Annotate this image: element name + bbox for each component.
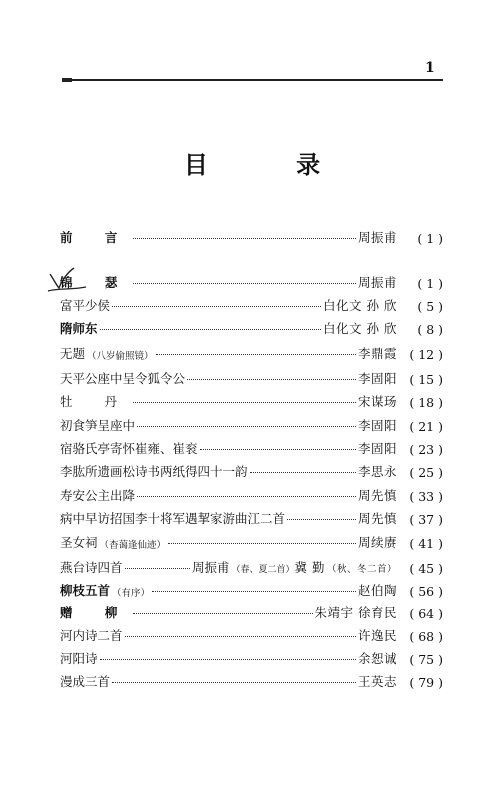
entry-page-number: ( 23 ) [397,442,443,457]
leader-dots [112,306,321,307]
leader-dots [112,682,356,683]
author-name: 王英志 [357,674,397,689]
entry-title: 寿安公主出降 [60,488,136,503]
leader-dots [133,238,356,239]
author-name: 周先慎 [357,488,397,503]
header-rule [62,79,443,81]
entry-title: 河内诗二首 [60,628,123,643]
entry-author [358,228,397,246]
entry-page-number: ( 68 ) [397,629,443,644]
author-name: 李固阳 [357,371,397,386]
author-name: 朱靖宇 徐育民 [314,605,397,620]
entry-author [358,486,397,504]
entry-title: 病中早访招国李十将军遇挈家游曲江二首 [60,511,286,526]
entry-page-number: ( 8 ) [397,322,443,337]
author-name: 白化文 孙 欣 [323,298,397,313]
author-name: 李固阳 [357,418,397,433]
entry-title: 宿骆氏亭寄怀崔雍、崔衮 [60,441,198,456]
entry-page-number: ( 45 ) [397,561,443,576]
entry-title: 河阳诗 [60,651,98,666]
leader-dots [250,472,356,473]
author-name: 李思永 [357,464,397,479]
entry-page-number: ( 1 ) [397,231,443,246]
leader-dots [187,379,356,380]
entry-title: 李肱所遗画松诗书两纸得四十一韵 [60,464,248,479]
leader-dots [152,591,356,592]
author-note: （春、夏二首） [231,565,295,575]
toc-entry[interactable] [60,292,443,314]
toc-entry[interactable] [60,365,443,387]
entry-page-number: ( 25 ) [397,465,443,480]
entry-title: 燕台诗四首 [60,560,123,575]
leader-dots [125,568,190,569]
entry-page-number: ( 1 ) [397,276,443,291]
toc-entry[interactable] [60,505,443,527]
entry-author [323,296,397,314]
toc-entry[interactable] [60,668,443,690]
entry-author [358,392,397,410]
page-number: 1 [425,60,435,76]
author-name: 周续赓 [357,535,397,550]
leader-dots [100,659,356,660]
leader-dots [200,449,356,450]
leader-dots [137,496,356,497]
page-title: 目 录 [183,150,361,179]
entry-author [358,533,397,551]
entry-author [358,672,397,690]
leader-dots [133,283,356,284]
entry-title: 无题 [60,346,86,361]
entry-author-secondary [192,558,295,576]
entry-author [358,344,397,362]
leader-dots [137,426,356,427]
leader-dots [133,613,312,614]
entry-title: 富平少侯 [60,298,111,313]
entry-title: 牡 丹 [60,394,131,409]
leader-dots [156,354,356,355]
author-name: 赵伯陶 [357,583,397,598]
entry-author [323,319,397,337]
author-note: （秋、冬二首） [326,564,397,575]
entry-title: 前 言 [60,230,132,245]
entry-author [358,416,397,434]
leader-dots [125,636,356,637]
entry-note: （有序） [112,588,151,599]
toc-entry[interactable] [60,482,443,504]
entry-page-number: ( 21 ) [397,419,443,434]
leader-dots [287,519,356,520]
entry-author [315,603,397,621]
author-name: 周先慎 [357,511,397,526]
entry-page-number: ( 79 ) [397,675,443,690]
toc-entry[interactable] [60,435,443,457]
toc-entry[interactable] [60,622,443,644]
toc-entry[interactable] [60,577,443,599]
entry-page-number: ( 15 ) [397,372,443,387]
toc-entry[interactable] [60,388,443,410]
entry-author [358,581,397,599]
leader-dots [100,329,322,330]
toc-entry[interactable] [60,599,443,621]
entry-page-number: ( 18 ) [397,395,443,410]
leader-dots [133,402,356,403]
toc-entry[interactable] [60,554,443,576]
entry-title: 赠 柳 [60,605,132,620]
toc-entry[interactable] [60,224,443,246]
author-name: 余恕诚 [357,651,397,666]
entry-author [358,509,397,527]
entry-note: （八岁偷照镜） [87,351,154,362]
entry-author [358,273,397,291]
entry-title: 漫成三首 [60,674,111,689]
entry-page-number: ( 12 ) [397,347,443,362]
entry-note: （杳蔼逢仙迹） [99,540,167,551]
entry-author [358,369,397,387]
entry-author [358,439,397,457]
toc-entry[interactable] [60,412,443,434]
author-name: 周振甫 [357,275,397,290]
author-name: 冀 勤 [294,560,325,575]
entry-title: 初食笋呈座中 [60,418,136,433]
entry-page-number: ( 37 ) [397,512,443,527]
entry-title: 柳枝五首 [60,583,111,598]
entry-author [358,462,397,480]
author-name: 白化文 孙 欣 [323,321,397,336]
author-name: 周振甫 [191,560,230,575]
author-name: 周振甫 [357,230,397,245]
entry-title: 圣女祠 [60,535,98,550]
entry-title: 锦 瑟 [60,275,132,290]
toc-entry[interactable] [60,269,443,291]
entry-page-number: ( 5 ) [397,299,443,314]
entry-page-number: ( 33 ) [397,489,443,504]
toc-entry[interactable] [60,340,443,362]
author-name: 李鼎霞 [357,346,397,361]
toc-entry[interactable] [60,529,443,551]
author-name: 宋谋玚 [357,394,397,409]
entry-author [358,626,397,644]
entry-page-number: ( 64 ) [397,606,443,621]
author-name: 许逸民 [357,628,397,643]
leader-dots [168,543,356,544]
toc-entry[interactable] [60,315,443,337]
entry-author [358,649,397,667]
entry-page-number: ( 56 ) [397,584,443,599]
toc-entry[interactable] [60,458,443,480]
entry-title: 天平公座中呈令狐令公 [60,371,186,386]
author-name: 李固阳 [357,441,397,456]
toc-entry[interactable] [60,645,443,667]
entry-page-number: ( 75 ) [397,652,443,667]
entry-page-number: ( 41 ) [397,536,443,551]
entry-author [295,558,398,576]
entry-title: 隋师东 [60,321,98,336]
